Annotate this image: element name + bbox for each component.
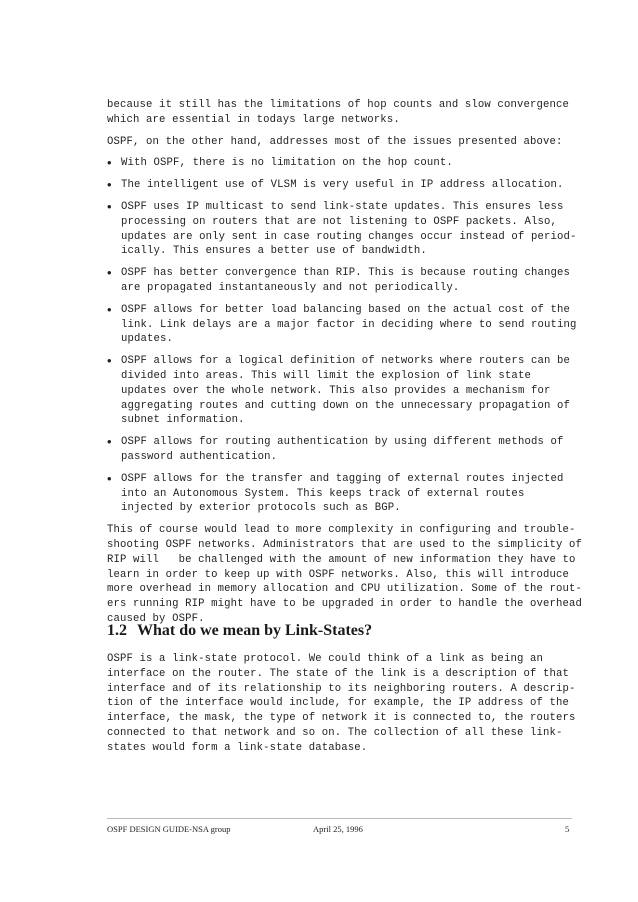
lead-paragraph bbox=[107, 135, 569, 150]
bullet-icon: • bbox=[107, 198, 112, 214]
footer-title: OSPF DESIGN GUIDE-NSA group bbox=[107, 824, 231, 834]
list-item bbox=[107, 156, 569, 171]
text-line: The intelligent use of VLSM is very useful in IP address allocation. bbox=[121, 179, 564, 192]
text-line: interface and of its relationship to its neighboring routers. A descrip- bbox=[107, 682, 576, 695]
text-line: caused by OSPF. bbox=[107, 612, 205, 625]
list-item bbox=[107, 472, 569, 516]
text-line: password authentication. bbox=[121, 450, 278, 463]
text-line: This of course would lead to more complexity in configuring and trouble- bbox=[107, 524, 576, 537]
text-line: updates are only sent in case routing changes occur instead of period- bbox=[121, 230, 577, 243]
text-line: updates. bbox=[121, 333, 174, 346]
list-item bbox=[107, 435, 569, 465]
text-line: more overhead in memory allocation and CPU utilization. Some of the rout- bbox=[107, 583, 583, 596]
body-text bbox=[107, 98, 583, 634]
closing-paragraph bbox=[107, 523, 583, 627]
bullet-icon: • bbox=[107, 470, 112, 486]
text-line: OSPF, on the other hand, addresses most of the issues presented above: bbox=[107, 135, 563, 148]
text-line: because it still has the limitations of hop counts and slow convergence bbox=[107, 99, 570, 111]
text-line: OSPF allows for better load balancing based on the actual cost of the bbox=[121, 303, 571, 316]
bullet-icon: • bbox=[107, 434, 112, 450]
footer-divider bbox=[107, 818, 572, 819]
text-line: OSPF is a link-state protocol. We could think of a link as being an bbox=[107, 653, 543, 665]
text-line: which are essential in todays large networks. bbox=[107, 113, 400, 126]
text-line: learn in order to keep up with OSPF networks. Also, this will introduce bbox=[107, 568, 570, 581]
bullet-icon: • bbox=[107, 155, 112, 171]
text-line: shooting OSPF networks. Administrators that are used to the simplicity of bbox=[107, 538, 583, 551]
text-line: updates over the whole network. This also provides a mechanism for bbox=[121, 384, 551, 397]
text-line: OSPF uses IP multicast to send link-state updates. This ensures less bbox=[121, 200, 564, 213]
bullet-icon: • bbox=[107, 177, 112, 193]
text-line: are propagated instantaneously and not periodically. bbox=[121, 281, 460, 294]
text-line: states would form a link-state database. bbox=[107, 741, 368, 754]
text-line: RIP will be challenged with the amount of new information they have to bbox=[107, 553, 576, 566]
section-paragraph bbox=[107, 652, 576, 756]
text-line: With OSPF, there is no limitation on the hop count. bbox=[121, 157, 453, 170]
text-line: OSPF has better convergence than RIP. This is because routing changes bbox=[121, 267, 571, 280]
text-line: tion of the interface would include, for example, the IP address of the bbox=[107, 697, 570, 710]
section-title: What do we mean by Link-States? bbox=[137, 622, 373, 639]
bullet-icon: • bbox=[107, 353, 112, 369]
section-number: 1.2 bbox=[107, 622, 127, 639]
intro-paragraph bbox=[107, 98, 569, 128]
text-line: OSPF allows for a logical definition of networks where routers can be bbox=[121, 355, 571, 368]
bullet-list bbox=[107, 155, 577, 516]
text-line: subnet information. bbox=[121, 414, 245, 427]
bullet-icon: • bbox=[107, 265, 112, 281]
page-number: 5 bbox=[565, 824, 570, 834]
text-line: divided into areas. This will limit the explosion of link state bbox=[121, 369, 531, 382]
list-item bbox=[107, 354, 569, 428]
text-line: OSPF allows for routing authentication by using different methods of bbox=[121, 436, 564, 449]
text-line: interface on the router. The state of the link is a description of that bbox=[107, 667, 570, 680]
list-item bbox=[107, 301, 577, 347]
text-line: processing on routers that are not listening to OSPF packets. Also, bbox=[121, 215, 557, 228]
text-line: ers running RIP might have to be upgraded in order to handle the overhead bbox=[107, 598, 583, 611]
text-line: connected to that network and so on. The collection of all these link- bbox=[107, 726, 563, 739]
list-item bbox=[107, 198, 577, 259]
text-line: into an Autonomous System. This keeps track of external routes bbox=[121, 487, 525, 500]
footer-date: April 25, 1996 bbox=[313, 824, 363, 834]
section-heading bbox=[107, 622, 372, 640]
text-line: injected by exterior protocols such as BGP. bbox=[121, 502, 401, 515]
text-line: ically. This ensures a better use of bandwidth. bbox=[121, 245, 427, 258]
text-line: OSPF allows for the transfer and tagging of external routes injected bbox=[121, 472, 564, 485]
list-item bbox=[107, 178, 569, 193]
bullet-icon: • bbox=[107, 301, 112, 317]
list-item bbox=[107, 266, 569, 296]
text-line: interface, the mask, the type of network it is connected to, the routers bbox=[107, 712, 576, 725]
text-line: aggregating routes and cutting down on the unnecessary propagation of bbox=[121, 399, 571, 412]
text-line: link. Link delays are a major factor in deciding where to send routing bbox=[121, 318, 577, 331]
